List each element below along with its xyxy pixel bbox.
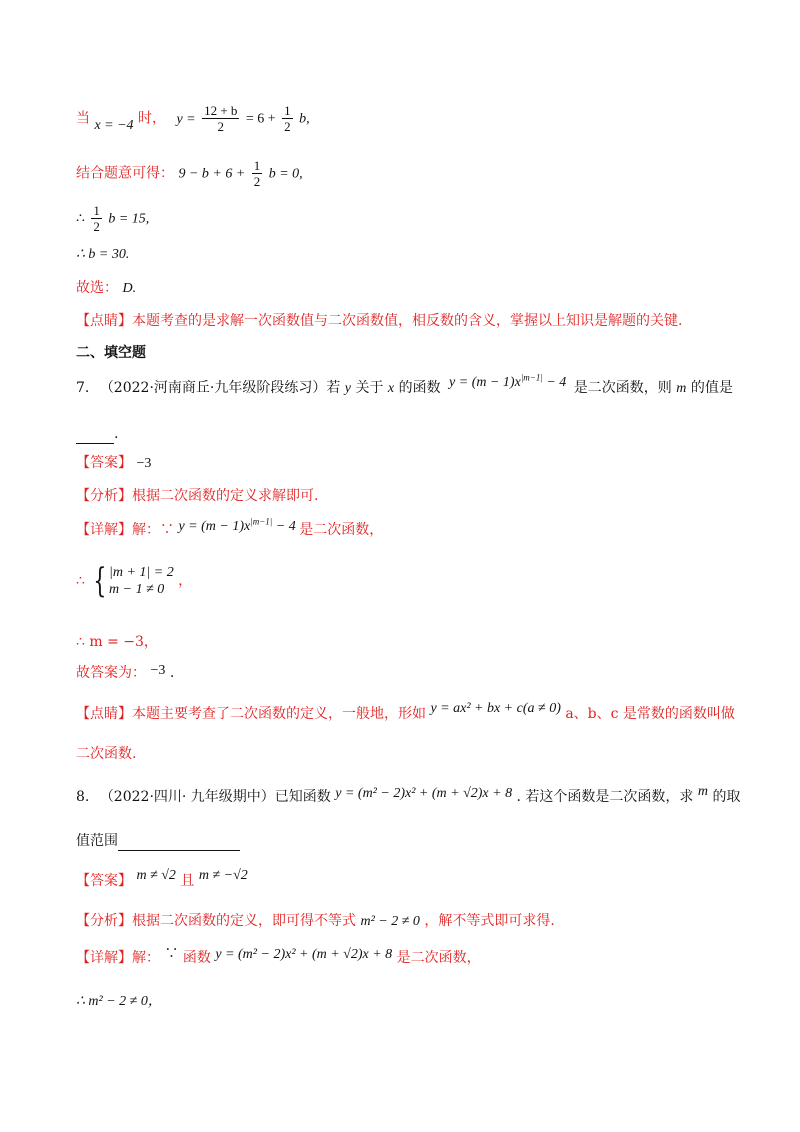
fraction-numerator: 12 + b (204, 103, 238, 118)
question-source: （2022·河南商丘·九年级阶段练习）若 (99, 380, 341, 396)
solution-line-2 (76, 158, 303, 189)
final-answer: −3 (150, 663, 166, 678)
math-formula (178, 516, 299, 534)
analysis-a: 【分析】根据二次函数的定义，即可得不等式 (76, 913, 356, 929)
text-is-quad: 是二次函数，则 (573, 380, 672, 396)
math-expression: 9 − b + 6 + (178, 166, 246, 182)
formula-main: y = (m − 1)x (178, 519, 251, 534)
q7-system (76, 561, 193, 601)
math-x: x (387, 381, 395, 396)
answer-a: m ≠ √2 (136, 868, 176, 883)
q7-final (76, 663, 174, 684)
solution-line-3 (76, 203, 149, 234)
solution-line-5 (76, 278, 136, 299)
last-line: ∴ m² − 2 ≠ 0， (76, 994, 162, 1009)
text-choose: 故选： (76, 280, 118, 296)
fraction-one-half (91, 203, 102, 234)
formula-tail: − 4 (272, 519, 296, 534)
math-m: m (676, 381, 687, 396)
question-7 (76, 372, 733, 399)
equation-system (89, 561, 174, 601)
therefore-symbol: ∴ (76, 210, 85, 227)
question-ask-tail: 的取 (712, 789, 741, 805)
fraction-denominator: 2 (217, 119, 225, 134)
solution-line-4: ∴ b = 30. (76, 247, 130, 262)
fraction-denominator: 2 (284, 119, 291, 134)
question-ask: . 若这个函数是二次函数，求 (516, 789, 694, 805)
text-when: 当 (76, 110, 90, 127)
answer-choice: D. (122, 281, 137, 296)
q7-analysis: 【分析】根据二次函数的定义求解即可. (76, 488, 319, 504)
text-combine: 结合题意可得： (76, 165, 174, 182)
answer-label: 【答案】 (76, 873, 132, 889)
detail-label: 【详解】解：∵ (76, 522, 174, 538)
q7-detail (76, 516, 384, 541)
section-title: 二、填空题 (76, 345, 146, 361)
q8-last (76, 991, 162, 1012)
detail-formula: y = (m² − 2)x² + (m + √2)x + 8 (215, 947, 393, 962)
formula-main: y = (m − 1)x (449, 375, 521, 390)
question-source: （2022·四川· 九年级期中）已知函数 (99, 789, 331, 805)
math-y-eq: y = (176, 111, 196, 127)
q7-remark (76, 701, 735, 725)
answer-blank (76, 429, 114, 444)
analysis-formula: m² − 2 ≠ 0 (360, 914, 420, 929)
fraction-denominator: 2 (253, 174, 261, 189)
math-tail: b = 15, (108, 211, 150, 227)
because-symbol: ∵ (164, 946, 179, 962)
question-number: 7. (76, 380, 90, 396)
final-dot: . (169, 665, 175, 681)
answer-b: m ≠ −√2 (198, 868, 248, 883)
formula-tail: − 4 (542, 375, 567, 390)
formula-exponent: |m−1| (520, 372, 543, 383)
answer-blank-line (76, 424, 118, 444)
solution-line-1 (76, 103, 310, 134)
detail-is: 是二次函数， (396, 950, 481, 966)
answer-and: 且 (180, 873, 195, 889)
fraction-one-half (282, 103, 293, 134)
question-8 (76, 784, 741, 808)
remark-text-b: a、b、c 是常数的函数叫做 (565, 706, 735, 722)
detail-func: 函数 (182, 950, 211, 966)
fraction-numerator: 1 (253, 158, 261, 173)
range-text: 值范围 (76, 833, 118, 849)
q7-answer (76, 453, 151, 474)
answer-blank (118, 836, 240, 851)
remark-formula: y = ax² + bx + c(a ≠ 0) (430, 701, 561, 716)
q8-analysis (76, 911, 555, 932)
math-formula: y = (m² − 2)x² + (m + √2)x + 8 (335, 786, 513, 801)
therefore-symbol: ∴ (76, 573, 85, 589)
q8-detail (76, 948, 481, 969)
system-row-2: m − 1 ≠ 0 (109, 582, 165, 597)
q8-range-line (76, 831, 240, 851)
system-row-1: |m + 1| = 2 (109, 565, 174, 580)
comma: ， (178, 573, 193, 589)
conclude-text: ∴ m = −3， (76, 634, 158, 650)
formula-exponent: |m−1| (250, 516, 273, 527)
math-m: m (697, 784, 709, 799)
system-rows (109, 564, 174, 598)
fraction-numerator: 1 (284, 103, 291, 118)
analysis-b: ，解不等式即可求得. (424, 913, 555, 929)
text-func: 的函数 (398, 380, 441, 396)
question-number: 8. (76, 789, 90, 805)
fraction-one-half (252, 158, 263, 189)
remark-text-a: 【点睛】本题主要考查了二次函数的定义，一般地，形如 (76, 706, 426, 722)
text-value-is: 的值是 (690, 380, 733, 396)
detail-label: 【详解】解： (76, 950, 160, 966)
text-is-quad: 是二次函数， (299, 522, 384, 538)
math-tail: b = 0, (268, 166, 303, 182)
math-b-tail: b, (299, 111, 310, 127)
text-about: 关于 (355, 380, 384, 396)
final-prefix: 故答案为： (76, 665, 146, 681)
math-x-value: x = −4 (94, 117, 134, 133)
fraction-numerator: 1 (93, 203, 100, 218)
math-y: y (344, 381, 352, 396)
blank-end: . (114, 426, 119, 442)
answer-value: −3 (136, 456, 152, 471)
fraction-12b-over-2 (202, 103, 239, 134)
text-shi: 时， (138, 110, 167, 127)
fraction-denominator: 2 (93, 219, 100, 234)
q7-remark-cont: 二次函数. (76, 746, 137, 762)
brace-icon: { (93, 561, 107, 601)
q8-answer (76, 865, 248, 889)
q7-conclude (76, 632, 158, 652)
math-eq-6: = 6 + (245, 111, 276, 127)
answer-label: 【答案】 (76, 455, 132, 471)
math-formula (449, 372, 570, 390)
remark-q6: 【点睛】本题考查的是求解一次函数值与二次函数值，相反数的含义，掌握以上知识是解题的关键. (76, 313, 683, 329)
